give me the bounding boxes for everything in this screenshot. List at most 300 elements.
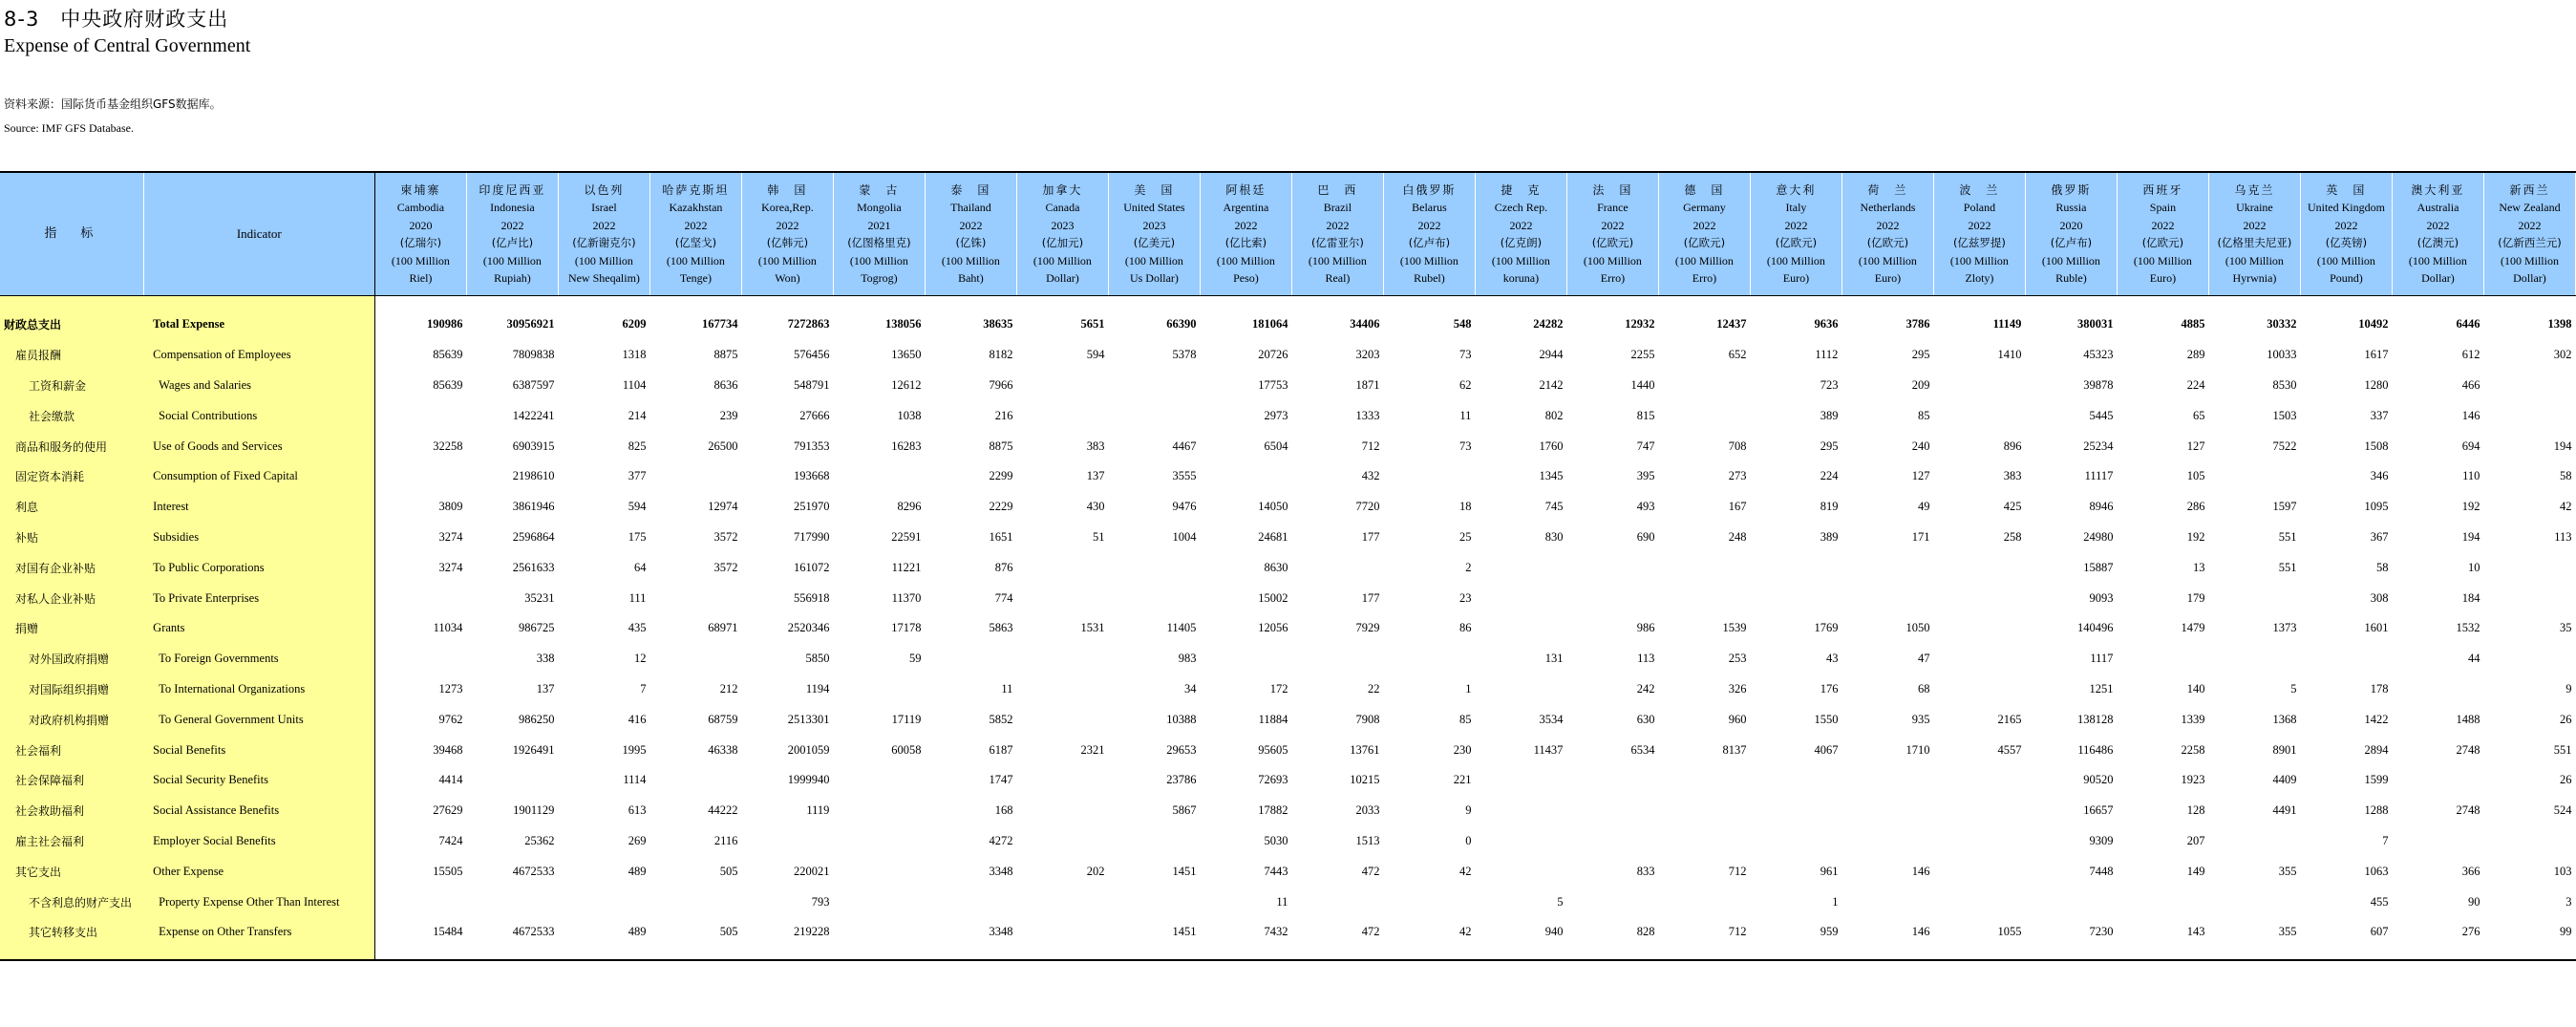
- country-name-en: Kazakhstan: [669, 201, 723, 214]
- value-cell: 15002: [1258, 590, 1288, 605]
- value-cell: 1539: [1722, 621, 1747, 635]
- value-cell: 7272863: [787, 317, 830, 332]
- value-cell: 2229: [989, 500, 1013, 514]
- table-row: [0, 917, 2576, 948]
- spacer-row: [0, 296, 2576, 310]
- country-column-header: [741, 172, 833, 296]
- value-cell: 1339: [2181, 712, 2205, 726]
- value-cell: 607: [2370, 925, 2389, 939]
- value-cell: 3203: [1355, 348, 1380, 362]
- unit-en-line2: Erro): [1692, 271, 1717, 285]
- value-cell: 1995: [622, 742, 647, 757]
- value-cell: 2198610: [512, 469, 555, 483]
- value-cell: 146: [1911, 864, 1930, 878]
- value-cell: 3348: [989, 925, 1013, 939]
- value-cell: 1513: [1355, 833, 1380, 847]
- value-cell: 1503: [2272, 408, 2297, 422]
- table-row: [0, 856, 2576, 887]
- indicator-name-cn: 雇员报酬: [0, 340, 143, 371]
- value-cell: 24282: [1533, 317, 1564, 332]
- indicator-name-en: Wages and Salaries: [143, 371, 374, 401]
- value-cell: 167734: [701, 317, 738, 332]
- value-cell: 383: [1086, 439, 1105, 453]
- value-cell: 8137: [1722, 742, 1747, 757]
- value-cell: [1933, 644, 2025, 674]
- value-cell: 24980: [2083, 529, 2114, 544]
- value-cell: 25362: [524, 833, 555, 847]
- country-name-cn: 巴 西: [1317, 182, 1358, 197]
- indicator-header-en: Indicator: [143, 172, 374, 296]
- value-cell: 4557: [1997, 742, 2022, 757]
- country-name-cn: 乌克兰: [2234, 182, 2275, 197]
- value-cell: 24681: [1258, 529, 1288, 544]
- value-cell: 90520: [2083, 773, 2114, 787]
- value-cell: [1933, 765, 2025, 796]
- value-cell: 219228: [793, 925, 830, 939]
- value-cell: 326: [1728, 681, 1747, 695]
- indicator-name-en: Social Contributions: [143, 400, 374, 431]
- value-cell: [1475, 826, 1566, 857]
- unit-cn: (亿雷亚尔): [1310, 236, 1364, 249]
- value-cell: 0: [1465, 833, 1472, 847]
- value-cell: [2483, 371, 2575, 401]
- value-cell: 1280: [2364, 377, 2389, 392]
- value-cell: 10492: [2358, 317, 2389, 332]
- data-year: 2023: [1051, 218, 1075, 232]
- value-cell: [833, 674, 925, 705]
- data-year: 2022: [1968, 218, 1991, 232]
- value-cell: 1: [1465, 681, 1472, 695]
- unit-en-line1: (100 Million: [1583, 253, 1642, 267]
- value-cell: [1016, 826, 1108, 857]
- value-cell: [1842, 887, 1933, 917]
- value-cell: [1933, 887, 2025, 917]
- value-cell: 16283: [891, 439, 922, 453]
- value-cell: 68971: [708, 621, 738, 635]
- indicator-name-en: Employer Social Benefits: [143, 826, 374, 857]
- data-year: 2022: [2426, 218, 2450, 232]
- value-cell: 8296: [897, 500, 922, 514]
- value-cell: 20726: [1258, 348, 1288, 362]
- value-cell: 551: [2278, 529, 2297, 544]
- value-cell: [1566, 765, 1658, 796]
- value-cell: 694: [2461, 439, 2480, 453]
- value-cell: [649, 765, 741, 796]
- value-cell: 793: [811, 894, 830, 909]
- value-cell: 143: [2186, 925, 2205, 939]
- value-cell: 395: [1636, 469, 1655, 483]
- value-cell: 2944: [1539, 348, 1564, 362]
- value-cell: 190986: [426, 317, 463, 332]
- value-cell: 9093: [2089, 590, 2114, 605]
- value-cell: [1933, 583, 2025, 613]
- country-column-header: [2117, 172, 2208, 296]
- value-cell: 712: [1361, 439, 1380, 453]
- value-cell: 95605: [1258, 742, 1288, 757]
- indicator-name-cn: 社会救助福利: [0, 796, 143, 826]
- value-cell: 29653: [1166, 742, 1197, 757]
- value-cell: 4491: [2272, 803, 2297, 818]
- country-column-header: [374, 172, 466, 296]
- data-year: 2020: [2059, 218, 2083, 232]
- value-cell: 3572: [713, 560, 738, 574]
- indicator-name-cn: 社会缴款: [0, 400, 143, 431]
- value-cell: [1475, 796, 1566, 826]
- unit-cn: (亿卢布): [2050, 236, 2093, 249]
- value-cell: 5651: [1080, 317, 1105, 332]
- value-cell: 4672533: [512, 925, 555, 939]
- value-cell: 7720: [1355, 500, 1380, 514]
- value-cell: 1104: [622, 377, 647, 392]
- value-cell: 7929: [1355, 621, 1380, 635]
- indicator-name-cn: 利息: [0, 492, 143, 523]
- value-cell: [649, 461, 741, 492]
- value-cell: 489: [628, 864, 647, 878]
- value-cell: 16657: [2083, 803, 2114, 818]
- country-column-header: [1750, 172, 1842, 296]
- indicator-name-cn: 捐赠: [0, 613, 143, 644]
- value-cell: 131: [1544, 652, 1564, 666]
- value-cell: 8182: [989, 348, 1013, 362]
- value-cell: 146: [2461, 408, 2480, 422]
- value-cell: 377: [628, 469, 647, 483]
- value-cell: 171: [1911, 529, 1930, 544]
- value-cell: [833, 917, 925, 948]
- value-cell: 15887: [2083, 560, 2114, 574]
- value-cell: 240: [1911, 439, 1930, 453]
- value-cell: 58: [2375, 560, 2389, 574]
- value-cell: 6504: [1264, 439, 1288, 453]
- unit-en-line1: (100 Million: [391, 253, 450, 267]
- value-cell: 30956921: [506, 317, 555, 332]
- value-cell: 216: [994, 408, 1013, 422]
- value-cell: 27666: [799, 408, 830, 422]
- value-cell: [1475, 856, 1566, 887]
- country-name-en: Korea,Rep.: [761, 201, 814, 214]
- value-cell: 276: [2461, 925, 2480, 939]
- value-cell: 1488: [2456, 712, 2480, 726]
- value-cell: [1108, 371, 1200, 401]
- value-cell: 2894: [2364, 742, 2389, 757]
- value-cell: 1095: [2364, 500, 2389, 514]
- indicator-name-en: Other Expense: [143, 856, 374, 887]
- value-cell: 242: [1636, 681, 1655, 695]
- unit-cn: (亿澳元): [2416, 236, 2459, 249]
- value-cell: 138056: [884, 317, 922, 332]
- indicator-name-cn: 固定资本消耗: [0, 461, 143, 492]
- value-cell: 22591: [891, 529, 922, 544]
- country-name-cn: 英 国: [2326, 182, 2367, 197]
- indicator-name-cn: 工资和薪金: [0, 371, 143, 401]
- value-cell: [1750, 826, 1842, 857]
- data-year: 2022: [1326, 218, 1350, 232]
- value-cell: 58: [2560, 469, 2572, 483]
- value-cell: 68: [1917, 681, 1930, 695]
- value-cell: 2748: [2456, 742, 2480, 757]
- value-cell: 594: [1086, 348, 1105, 362]
- unit-en-line2: Rubel): [1414, 271, 1445, 285]
- value-cell: [1108, 826, 1200, 857]
- value-cell: [1016, 765, 1108, 796]
- country-name-cn: 法 国: [1592, 182, 1633, 197]
- value-cell: 11: [1001, 681, 1013, 695]
- value-cell: [1291, 644, 1383, 674]
- unit-en-line2: Riel): [409, 271, 433, 285]
- value-cell: 1926491: [512, 742, 555, 757]
- value-cell: 986: [1636, 621, 1655, 635]
- value-cell: 212: [719, 681, 738, 695]
- value-cell: [1291, 887, 1383, 917]
- value-cell: 85639: [433, 348, 463, 362]
- country-name-cn: 新西兰: [2509, 182, 2550, 197]
- value-cell: 1004: [1172, 529, 1197, 544]
- value-cell: 172: [1269, 681, 1288, 695]
- value-cell: [1842, 826, 1933, 857]
- value-cell: 273: [1728, 469, 1747, 483]
- value-cell: [1750, 765, 1842, 796]
- indicator-name-cn: 对外国政府捐赠: [0, 644, 143, 674]
- value-cell: 138128: [2076, 712, 2114, 726]
- value-cell: 12974: [708, 500, 738, 514]
- value-cell: 2299: [989, 469, 1013, 483]
- value-cell: 13: [2192, 560, 2205, 574]
- value-cell: [833, 765, 925, 796]
- value-cell: 269: [628, 833, 647, 847]
- unit-cn: (亿卢比): [491, 236, 534, 249]
- value-cell: 435: [628, 621, 647, 635]
- value-cell: 1112: [1815, 348, 1839, 362]
- unit-en-line2: Erro): [1600, 271, 1626, 285]
- value-cell: 983: [1178, 652, 1197, 666]
- country-name-en: New Zealand: [2499, 201, 2561, 214]
- table-row: [0, 765, 2576, 796]
- value-cell: 548: [1453, 317, 1472, 332]
- value-cell: 9309: [2089, 833, 2114, 847]
- country-column-header: [1016, 172, 1108, 296]
- value-cell: [1750, 583, 1842, 613]
- value-cell: 23786: [1166, 773, 1197, 787]
- value-cell: 10388: [1166, 712, 1197, 726]
- value-cell: 1288: [2364, 803, 2389, 818]
- value-cell: 1038: [897, 408, 922, 422]
- value-cell: 90: [2467, 894, 2480, 909]
- unit-en-line1: (100 Million: [2133, 253, 2192, 267]
- value-cell: 7908: [1355, 712, 1380, 726]
- value-cell: 11034: [433, 621, 463, 635]
- data-year: 2022: [684, 218, 708, 232]
- value-cell: 489: [628, 925, 647, 939]
- unit-en-line2: Pound): [2330, 271, 2363, 285]
- unit-en-line2: Zloty): [1965, 271, 1994, 285]
- value-cell: [1383, 461, 1475, 492]
- unit-cn: (亿美元): [1133, 236, 1176, 249]
- table-row: [0, 523, 2576, 553]
- value-cell: 167: [1728, 500, 1747, 514]
- source-note-cn: 资料来源：国际货币基金组织GFS数据库。: [4, 97, 222, 111]
- data-year: 2022: [2518, 218, 2542, 232]
- unit-en-line1: (100 Million: [666, 253, 725, 267]
- value-cell: 47: [1917, 652, 1930, 666]
- value-cell: 85639: [433, 377, 463, 392]
- value-cell: 432: [1361, 469, 1380, 483]
- value-cell: 3572: [713, 529, 738, 544]
- value-cell: 6903915: [512, 439, 555, 453]
- indicator-name-en: Subsidies: [143, 523, 374, 553]
- data-year: 2022: [1784, 218, 1808, 232]
- data-year: 2022: [500, 218, 524, 232]
- value-cell: 7230: [2089, 925, 2114, 939]
- value-cell: [925, 644, 1016, 674]
- value-cell: 14050: [1258, 500, 1288, 514]
- value-cell: 192: [2461, 500, 2480, 514]
- unit-cn: (亿欧元): [2141, 236, 2184, 249]
- value-cell: 42: [1458, 925, 1472, 939]
- table-row: [0, 371, 2576, 401]
- unit-cn: (亿欧元): [1591, 236, 1634, 249]
- value-cell: 59: [908, 652, 922, 666]
- value-cell: [1108, 583, 1200, 613]
- value-cell: 576456: [793, 348, 830, 362]
- value-cell: [2483, 826, 2575, 857]
- value-cell: 181064: [1251, 317, 1288, 332]
- value-cell: [1658, 371, 1750, 401]
- value-cell: 1251: [2089, 681, 2114, 695]
- value-cell: 6534: [1630, 742, 1655, 757]
- value-cell: 113: [2554, 529, 2572, 544]
- data-year: 2020: [409, 218, 433, 232]
- value-cell: [1658, 400, 1750, 431]
- value-cell: 802: [1544, 408, 1564, 422]
- value-cell: 8530: [2272, 377, 2297, 392]
- unit-en-line1: (100 Million: [1858, 253, 1917, 267]
- value-cell: 986250: [518, 712, 555, 726]
- value-cell: [2483, 400, 2575, 431]
- value-cell: [1750, 796, 1842, 826]
- value-cell: 2: [1465, 560, 1472, 574]
- value-cell: 175: [628, 529, 647, 544]
- value-cell: 652: [1728, 348, 1747, 362]
- value-cell: [1566, 826, 1658, 857]
- value-cell: 833: [1636, 864, 1655, 878]
- value-cell: 430: [1086, 500, 1105, 514]
- indicator-name-cn: 财政总支出: [0, 310, 143, 340]
- value-cell: 690: [1636, 529, 1655, 544]
- value-cell: [1933, 826, 2025, 857]
- value-cell: 11405: [1166, 621, 1197, 635]
- value-cell: 1451: [1172, 925, 1197, 939]
- indicator-name-cn: 对国际组织捐赠: [0, 674, 143, 705]
- unit-en-line1: (100 Million: [2316, 253, 2375, 267]
- unit-en-line2: Togrog): [861, 271, 898, 285]
- indicator-name-en: To Private Enterprises: [143, 583, 374, 613]
- unit-en-line2: Dollar): [2421, 271, 2455, 285]
- value-cell: 239: [719, 408, 738, 422]
- value-cell: 44222: [708, 803, 738, 818]
- indicator-name-en: Use of Goods and Services: [143, 431, 374, 461]
- value-cell: [374, 887, 466, 917]
- value-cell: 220021: [793, 864, 830, 878]
- value-cell: 1410: [1997, 348, 2022, 362]
- value-cell: [1016, 583, 1108, 613]
- value-cell: [1566, 583, 1658, 613]
- table-row: [0, 400, 2576, 431]
- value-cell: 295: [1911, 348, 1930, 362]
- unit-cn: (亿兹罗提): [1952, 236, 2006, 249]
- country-name-cn: 德 国: [1684, 182, 1725, 197]
- value-cell: 613: [628, 803, 647, 818]
- table-row: [0, 492, 2576, 523]
- value-cell: 248: [1728, 529, 1747, 544]
- value-cell: 46338: [708, 742, 738, 757]
- value-cell: 10033: [2267, 348, 2297, 362]
- value-cell: 1368: [2272, 712, 2297, 726]
- value-cell: 1550: [1814, 712, 1839, 726]
- country-column-header: [925, 172, 1016, 296]
- value-cell: 7448: [2089, 864, 2114, 878]
- value-cell: 26500: [708, 439, 738, 453]
- table-row: [0, 826, 2576, 857]
- indicator-name-cn: 其它转移支出: [0, 917, 143, 948]
- value-cell: 12: [633, 652, 647, 666]
- value-cell: [1658, 765, 1750, 796]
- value-cell: 15505: [433, 864, 463, 878]
- value-cell: 472: [1361, 864, 1380, 878]
- value-cell: 1871: [1355, 377, 1380, 392]
- expense-table-container: [0, 171, 2576, 961]
- value-cell: 140496: [2076, 621, 2114, 635]
- value-cell: 127: [1911, 469, 1930, 483]
- value-cell: 8636: [713, 377, 738, 392]
- unit-en-line2: Us Dollar): [1129, 271, 1179, 285]
- value-cell: 8875: [989, 439, 1013, 453]
- value-cell: 493: [1636, 500, 1655, 514]
- value-cell: 17178: [891, 621, 922, 635]
- country-name-en: Russia: [2055, 201, 2087, 214]
- value-cell: [1750, 552, 1842, 583]
- value-cell: [2483, 644, 2575, 674]
- unit-en-line1: (100 Million: [1308, 253, 1367, 267]
- value-cell: 940: [1544, 925, 1564, 939]
- unit-cn: (亿加元): [1041, 236, 1084, 249]
- value-cell: 2561633: [512, 560, 555, 574]
- country-name-en: United Kingdom: [2307, 201, 2385, 214]
- value-cell: 6187: [989, 742, 1013, 757]
- table-row: [0, 461, 2576, 492]
- value-cell: [1016, 552, 1108, 583]
- value-cell: [1566, 887, 1658, 917]
- value-cell: [1475, 765, 1566, 796]
- value-cell: 1532: [2456, 621, 2480, 635]
- country-column-header: [558, 172, 649, 296]
- value-cell: [2483, 552, 2575, 583]
- value-cell: 230: [1453, 742, 1472, 757]
- value-cell: 355: [2278, 925, 2297, 939]
- indicator-name-en: Compensation of Employees: [143, 340, 374, 371]
- value-cell: 7966: [989, 377, 1013, 392]
- value-cell: [1566, 796, 1658, 826]
- value-cell: 505: [719, 864, 738, 878]
- indicator-name-cn: 对国有企业补贴: [0, 552, 143, 583]
- country-name-cn: 澳大利亚: [2411, 182, 2465, 197]
- value-cell: 184: [2461, 590, 2480, 605]
- unit-cn: (亿比索): [1224, 236, 1267, 249]
- value-cell: 45323: [2083, 348, 2114, 362]
- value-cell: 85: [1917, 408, 1930, 422]
- unit-en-line2: Dollar): [2513, 271, 2546, 285]
- value-cell: [1108, 887, 1200, 917]
- unit-cn: (亿韩元): [766, 236, 809, 249]
- country-column-header: [2300, 172, 2392, 296]
